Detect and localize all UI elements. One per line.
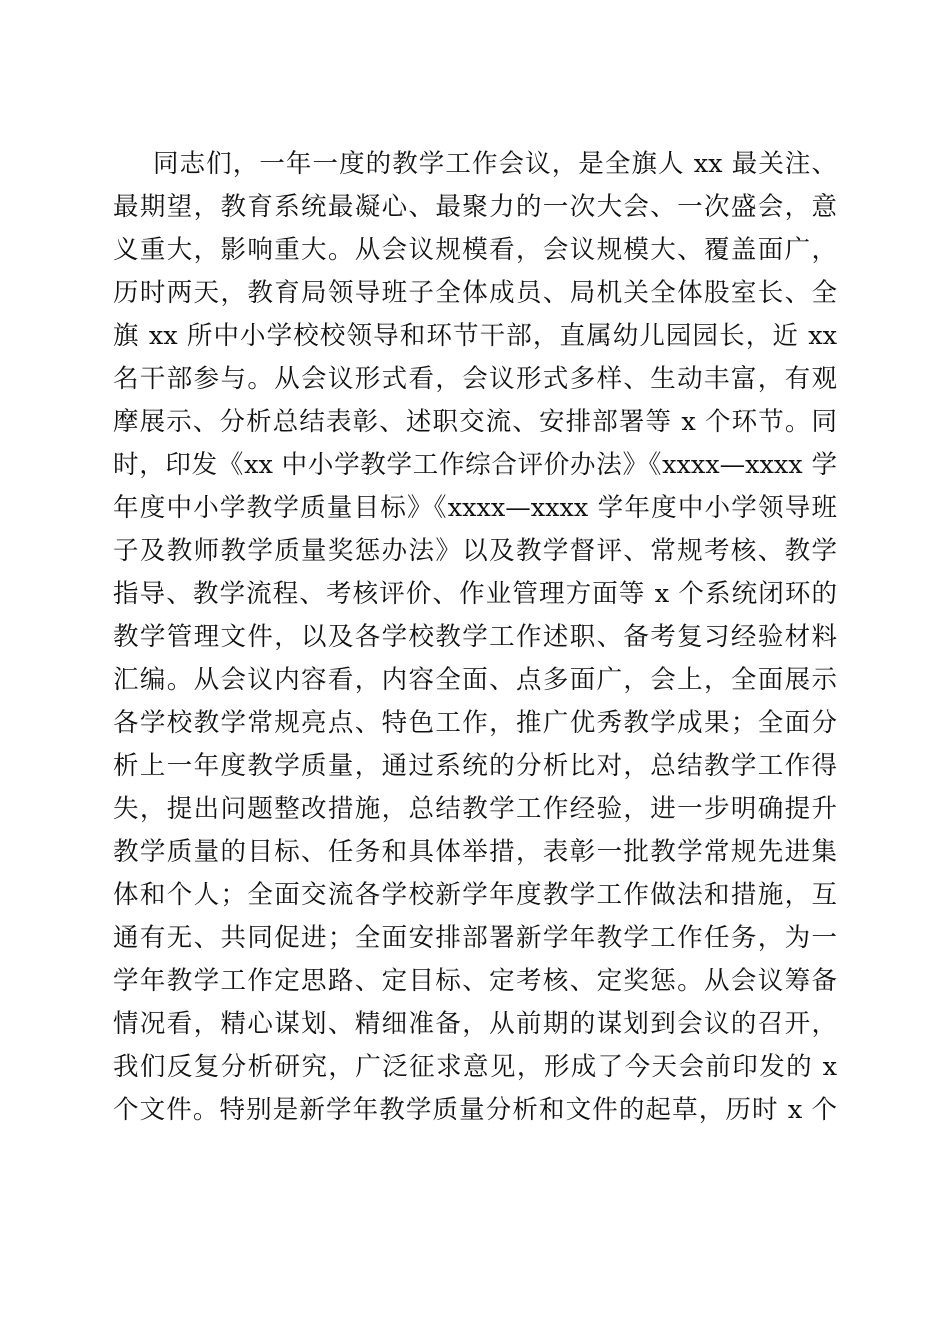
paragraph-line: 汇编。从会议内容看，内容全面、点多面广，会上，全面展示 — [113, 665, 837, 695]
paragraph-line: 教学管理文件，以及各学校教学工作述职、备考复习经验材料 — [113, 622, 837, 652]
paragraph-line: 旗 xx 所中小学校校领导和环节干部，直属幼儿园园长，近 xx — [113, 321, 837, 351]
paragraph-line: 时，印发《xx 中小学教学工作综合评价办法》《xxxx—xxxx 学 — [113, 450, 837, 480]
paragraph-line: 摩展示、分析总结表彰、述职交流、安排部署等 x 个环节。同 — [113, 407, 837, 437]
paragraph-line: 指导、教学流程、考核评价、作业管理方面等 x 个系统闭环的 — [113, 579, 837, 609]
paragraph-line: 析上一年度教学质量，通过系统的分析比对，总结教学工作得 — [113, 751, 837, 781]
paragraph-line: 名干部参与。从会议形式看，会议形式多样、生动丰富，有观 — [113, 364, 837, 394]
paragraph-line: 学年教学工作定思路、定目标、定考核、定奖惩。从会议筹备 — [113, 966, 837, 996]
paragraph-line: 子及教师教学质量奖惩办法》以及教学督评、常规考核、教学 — [113, 536, 837, 566]
body-paragraph — [113, 143, 837, 1132]
paragraph-line: 同志们，一年一度的教学工作会议，是全旗人 xx 最关注、 — [153, 149, 837, 179]
paragraph-line: 年度中小学教学质量目标》《xxxx—xxxx 学年度中小学领导班 — [113, 493, 837, 523]
paragraph-line: 通有无、共同促进；全面安排部署新学年教学工作任务，为一 — [113, 923, 837, 953]
paragraph-line: 个文件。特别是新学年教学质量分析和文件的起草，历时 x 个 — [113, 1095, 837, 1125]
paragraph-line: 各学校教学常规亮点、特色工作，推广优秀教学成果；全面分 — [113, 708, 837, 738]
paragraph-line: 情况看，精心谋划、精细准备，从前期的谋划到会议的召开， — [113, 1009, 837, 1039]
paragraph-line: 失，提出问题整改措施，总结教学工作经验，进一步明确提升 — [113, 794, 837, 824]
paragraph-line: 教学质量的目标、任务和具体举措，表彰一批教学常规先进集 — [113, 837, 837, 867]
paragraph-line: 我们反复分析研究，广泛征求意见，形成了今天会前印发的 x — [113, 1052, 837, 1082]
paragraph-line: 体和个人；全面交流各学校新学年度教学工作做法和措施，互 — [113, 880, 837, 910]
paragraph-line: 最期望，教育系统最凝心、最聚力的一次大会、一次盛会，意 — [113, 192, 837, 222]
paragraph-line: 义重大，影响重大。从会议规模看，会议规模大、覆盖面广， — [113, 235, 837, 265]
paragraph-line: 历时两天，教育局领导班子全体成员、局机关全体股室长、全 — [113, 278, 837, 308]
